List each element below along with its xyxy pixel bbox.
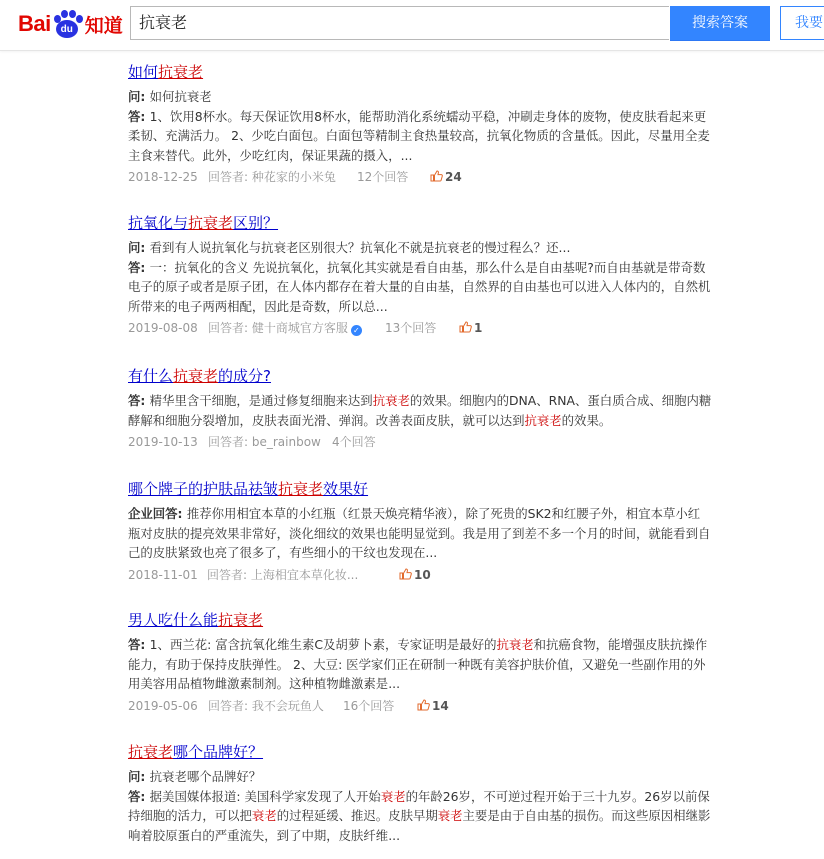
snippet-keyword-highlight: 抗衰老 (372, 393, 410, 408)
answerer-name[interactable] (208, 432, 321, 452)
snippet-line (128, 87, 712, 107)
snippet-line (128, 238, 712, 258)
result-meta (128, 696, 712, 716)
ask-question-button[interactable]: 我要 (780, 6, 824, 40)
title-text: 哪个牌子的护肤品祛皱 (128, 480, 279, 498)
like-number: 1 (474, 321, 483, 335)
title-keyword-highlight: 抗衰老 (218, 611, 264, 629)
snippet-text: 的效果。 (561, 412, 612, 428)
result-meta (128, 432, 712, 452)
snippet-label: 企业回答: (128, 506, 187, 521)
title-text: 哪个品牌好？ (173, 743, 264, 761)
title-keyword-highlight: 抗衰老 (128, 743, 174, 761)
snippet-label: 答: (128, 259, 150, 275)
result-snippet (128, 767, 712, 845)
snippet-keyword-highlight: 衰老 (437, 808, 463, 823)
result-snippet (128, 504, 712, 563)
result-title-link[interactable] (128, 479, 712, 499)
result-item (128, 479, 712, 585)
result-meta (128, 318, 712, 338)
snippet-keyword-highlight: 衰老 (380, 788, 406, 804)
snippet-label: 答: (128, 637, 150, 652)
top-header (0, 0, 824, 51)
search-input[interactable]: 抗衰老 (130, 6, 669, 40)
result-meta (128, 565, 712, 585)
title-text: 男人吃什么能 (128, 611, 219, 629)
like-number: 10 (414, 567, 431, 582)
snippet-label: 问: (128, 240, 150, 255)
answerer-name[interactable] (207, 565, 358, 585)
answer-date: 2018-12-25 (128, 170, 198, 184)
title-keyword-highlight: 抗衰老 (188, 214, 234, 232)
logo-zhidao-text: 知道 (84, 14, 123, 37)
answer-count[interactable]: 12个回答 (357, 170, 409, 184)
baidu-zhidao-logo[interactable] (18, 4, 123, 44)
thumbs-up-icon (417, 699, 430, 713)
like-count[interactable] (459, 318, 482, 338)
result-title-link[interactable] (128, 62, 712, 82)
result-item (128, 213, 712, 338)
answer-date: 2019-08-08 (128, 321, 198, 335)
thumbs-up-icon (399, 568, 412, 582)
answer-date: 2019-05-06 (128, 698, 198, 713)
like-number: 24 (445, 170, 462, 184)
snippet-line (128, 787, 712, 846)
snippet-label: 答: (128, 108, 150, 124)
answerer-text: 回答者: 健十商城官方客服 (208, 321, 348, 335)
snippet-keyword-highlight: 衰老 (251, 808, 277, 823)
result-title-link[interactable] (128, 610, 712, 630)
like-count[interactable] (399, 565, 431, 585)
answer-count[interactable]: 16个回答 (343, 698, 395, 713)
snippet-label: 答: (128, 788, 150, 804)
answer-count[interactable]: 4个回答 (332, 435, 376, 449)
snippet-line (128, 504, 712, 563)
snippet-text: 的年龄26岁，不可逆过程开始于三十九岁。26岁以前保持细胞的活力，可以把 (128, 788, 710, 823)
title-keyword-highlight: 抗衰老 (158, 63, 204, 81)
answerer-name[interactable] (208, 167, 336, 187)
answerer-text: 回答者: 我不会玩鱼人 (208, 698, 324, 713)
answerer-text: 回答者: be_rainbow (208, 435, 321, 449)
snippet-text: 抗衰老哪个品牌好？ (149, 769, 262, 784)
snippet-label: 答: (128, 393, 150, 408)
snippet-label: 问: (128, 769, 150, 784)
snippet-line (128, 767, 712, 787)
verified-badge-icon: ✓ (351, 325, 362, 336)
snippet-line (128, 107, 712, 166)
snippet-text: 精华里含干细胞，是通过修复细胞来达到 (149, 393, 373, 408)
title-text: 效果好 (323, 480, 369, 498)
paw-icon (52, 9, 82, 39)
title-text: 有什么 (128, 367, 174, 385)
answer-date: 2018-11-01 (128, 567, 198, 582)
snippet-text: 1、西兰花: 富含抗氧化维生素C及胡萝卜素，专家证明是最好的 (149, 637, 497, 652)
search-answer-button[interactable]: 搜索答案 (670, 6, 770, 41)
result-title-link[interactable] (128, 213, 712, 233)
like-number: 14 (432, 698, 449, 713)
result-snippet (128, 391, 712, 430)
answerer-text: 回答者: 种花家的小米兔 (208, 170, 336, 184)
title-text: 如何 (128, 63, 159, 81)
like-count[interactable] (430, 167, 462, 187)
answer-date: 2019-10-13 (128, 435, 198, 449)
snippet-text: 和抗癌食物，能增强皮肤抗操作能力，有助于保持皮肤弹性。 2、大豆: 医学家们正在研制一种既有美容护肤价值，又避免一些副作用的外用美容用品植物雌激素制剂。这种植物雌激素是... (128, 637, 708, 691)
snippet-label: 问: (128, 89, 150, 104)
like-count[interactable] (417, 696, 449, 716)
snippet-text: 推荐你用相宜本草的小红瓶（红景天焕亮精华液），除了死贵的SK2和红腰子外，相宜本草小红瓶对皮肤的提亮效果非常好，淡化细纹的效果也能明显觉到。我是用了到差不多一个月的时间，就能看到自己的皮肤紧致也亮了很多了，有些细小的干纹也发现在... (128, 506, 711, 560)
answerer-text: 回答者: 上海相宜本草化妆... (207, 567, 359, 582)
snippet-text: 的过程延缓、推迟。皮肤早期 (276, 808, 438, 823)
snippet-text: 据美国媒体报道: 美国科学家发现了人开始 (149, 788, 381, 804)
answerer-name[interactable] (208, 696, 324, 716)
result-title-link[interactable] (128, 366, 712, 386)
result-item (128, 742, 712, 845)
title-keyword-highlight: 抗衰老 (278, 480, 324, 498)
snippet-line (128, 635, 712, 694)
result-snippet (128, 635, 712, 694)
thumbs-up-icon (459, 321, 472, 335)
result-item (128, 610, 712, 716)
snippet-text: 一：抗氧化的含义 先说抗氧化，抗氧化其实就是看自由基，那么什么是自由基呢?而自由基就是带奇数电子的原子或者是原子团，在人体内都存在着大量的自由基，自然界的自由基也可以进入人体内的，自然机所带来的电子两两相配，因此是奇数，所以总... (128, 259, 711, 314)
result-meta (128, 167, 712, 187)
thumbs-up-icon (430, 170, 443, 184)
logo-du-text: du (56, 20, 78, 38)
snippet-text: 主要是由于自由基的损伤。而这些原因相继影响着胶原蛋白的严重流失，到了中期，皮肤纤维... (128, 808, 711, 843)
result-snippet (128, 238, 712, 316)
snippet-keyword-highlight: 抗衰老 (496, 637, 534, 652)
snippet-text: 1、饮用8杯水。每天保证饮用8杯水，能帮助消化系统蠕动平稳，冲刷走身体的废物，使皮肤看起来更柔韧、充满活力。 2、少吃白面包。白面包等精制主食热量较高，抗氧化物质的含量低。因此，尽量用全麦主食来替代。此外，少吃红肉，保证果蔬的摄入，... (128, 108, 710, 163)
logo-bai-text: Bai (18, 11, 51, 36)
snippet-line (128, 258, 712, 317)
title-text: 抗氧化与 (128, 214, 189, 232)
result-item (128, 366, 712, 452)
result-title-link[interactable] (128, 742, 712, 762)
snippet-line (128, 391, 712, 430)
snippet-text: 如何抗衰老 (149, 89, 212, 104)
title-keyword-highlight: 抗衰老 (173, 367, 219, 385)
answer-count[interactable]: 13个回答 (385, 321, 437, 335)
answerer-name[interactable] (208, 318, 362, 338)
result-item (128, 62, 712, 187)
title-text: 区别？ (233, 214, 279, 232)
title-text: 的成分? (218, 367, 271, 385)
snippet-keyword-highlight: 抗衰老 (524, 412, 562, 428)
snippet-text: 看到有人说抗氧化与抗衰老区别很大？抗氧化不就是抗衰老的慢过程么？还... (149, 240, 571, 255)
snippet-text: 的效果。细胞内的DNA、RNA、蛋白质合成、细胞内糖酵解和细胞分裂增加，皮肤表面光滑、弹润。改善表面皮肤，就可以达到 (128, 393, 712, 428)
result-snippet (128, 87, 712, 165)
